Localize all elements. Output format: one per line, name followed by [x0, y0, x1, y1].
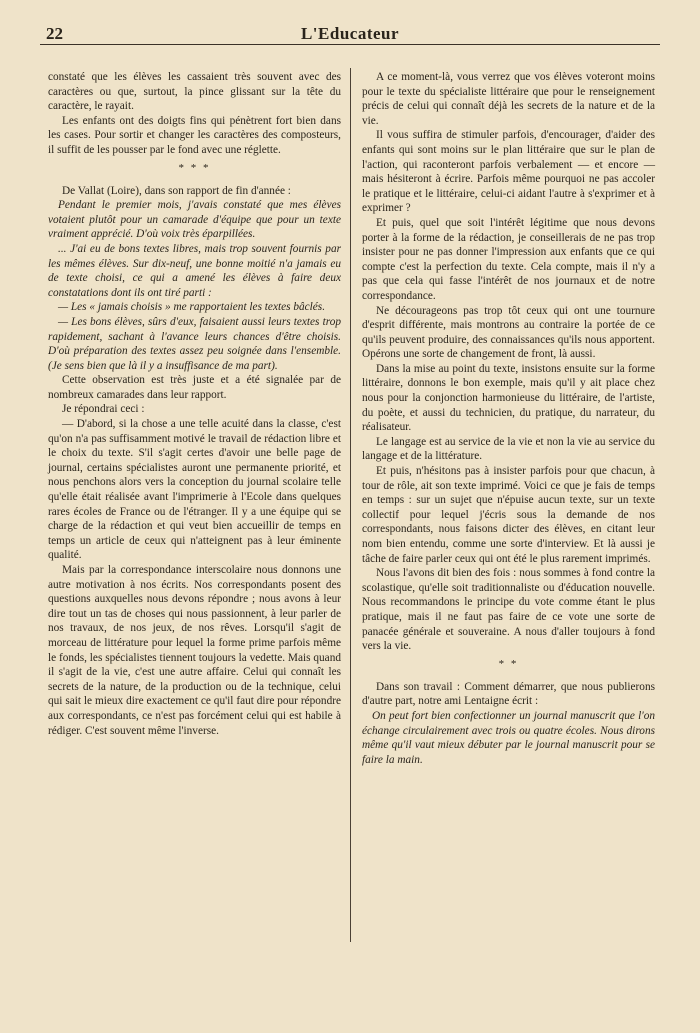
paragraph: constaté que les élèves les cassaient très souvent avec des caractères ou que, surtout, la pince glissant sur la tête du caractère, le rayait.: [48, 71, 341, 113]
paragraph: Il vous suffira de stimuler parfois, d'encourager, d'aider des enfants qui sont moins sur le plan littéraire que sur le plan de l'action, qui raconteront parfois verbalement — et encore — mais hésiteront à écrire. Parfois même pourquoi ne pas accoler le pratique et le littéraire, celui-ci aidant l'autre à s'exprimer et à exprimer ?: [362, 129, 655, 215]
section-ornament: * * *: [178, 161, 211, 174]
page-header: [40, 22, 660, 44]
paragraph: — Les bons élèves, sûrs d'eux, faisaient aussi leurs textes trop rapidement, sachant à l'avance leurs chances d'être choisis. D'où préparation des textes assez peu soignée dans l'ensemble. (Je sens bien que là il y a insuffisance de ma part).: [48, 315, 341, 372]
header-rule: [40, 44, 660, 45]
paragraph: Et puis, n'hésitons pas à insister parfois pour que chacun, à tour de rôle, ait son texte imprimé. Voici ce que je fais de temps en temps : sur un sujet que n'épuise aucun texte, sur un texte collectif pour lequel j'écris sous la demande de nos correspondants, nous faisons dicter des élèves, en citant leur nom bien entendu, comme une sorte d'interview. Et là aussi je tâche de faire parler ceux qui ont été le plus rarement imprimés.: [362, 465, 655, 565]
paragraph: A ce moment-là, vous verrez que vos élèves voteront moins pour le texte du spécialiste littéraire que pour le renseignement précis de celui qui connaît déjà les secrets de la nature et de la vie.: [362, 71, 655, 127]
column-divider: [350, 68, 351, 942]
paragraph: Mais par la correspondance interscolaire nous donnons une autre motivation à nos écrits. Nos correspondants posent des questions auxquelles nous devons répondre ; nous avons à leur dire tout un tas de choses qui nous passionnent, à leur parler de nos travaux, de nos jeux, de nos rêves. Lorsqu'il s'agit de morceau de littérature pour lequel la forme prime parfois même le fonds, les spécialistes tiennent toujours la vedette. Mais quand il s'agit de la vie, c'est une autre affaire. Celui qui connaît les secrets de la nature, de la production ou de la technique, celui qui sait le mieux dire exactement ce qu'il faut dire pour répondre aux correspondants, ce n'est pas forcément celui qui est habile à rédiger. C'est souvent même l'inverse.: [48, 564, 341, 737]
paragraph: Le langage est au service de la vie et non la vie au service du langage et de la littérature.: [362, 435, 655, 463]
paragraph: Pendant le premier mois, j'avais constaté que mes élèves votaient plutôt pour un camarade d'équipe que pour un texte vraiment apprécié. D'où voix très éparpillées.: [48, 199, 341, 241]
paragraph: On peut fort bien confectionner un journal manuscrit que l'on échange circulairement avec trois ou quatre écoles. Nous dirons même qu'il vaut mieux débuter par le journal manuscrit pour se faire la main.: [362, 709, 655, 766]
paragraph: Dans la mise au point du texte, insistons ensuite sur la forme littéraire, donnons le bon exemple, mais qu'il y ait place chez nous pour la conjonction harmonieuse du littéraire, de l'artiste, du poète, et aussi du technicien, du pratique, du narrateur, du réalisateur.: [362, 362, 655, 434]
paragraph: Ne décourageons pas trop tôt ceux qui ont une tournure d'esprit différente, mais montrons au contraire la portée de ce qu'ils peuvent produire, des connaissances qu'ils nous apportent. Opérons une sorte de changement de front, là aussi.: [362, 304, 655, 361]
paragraph: Je répondrai ceci :: [62, 403, 145, 416]
paragraph: — D'abord, si la chose a une telle acuité dans la classe, c'est qu'on n'a pas suffisamment motivé le travail de rédaction libre et le choix du texte. S'il s'agit certes d'avoir une belle page de journal, certains spécialistes auront une permanente priorité, et nous penchons alors vers la conception du journal scolaire telle qu'elle était réalisée avant l'imprimerie à l'Ecole dans quelques rares écoles de France ou de l'étranger. Il y a une équipe qui se charge de la rédaction et qui veut bien accueillir de temps en temps un article de ceux qui n'atteignent pas à leur éminente qualité.: [48, 418, 341, 562]
paragraph: De Vallat (Loire), dans son rapport de fin d'année :: [62, 184, 291, 197]
paragraph: ... J'ai eu de bons textes libres, mais trop souvent fournis par les mêmes élèves. Sur dix-neuf, une bonne moitié n'a jamais eu de texte choisi, ce qui a amené les élèves à faire deux constatations dont ils ont tiré parti :: [48, 242, 341, 299]
paragraph: — Les « jamais choisis » me rapportaient les textes bâclés.: [58, 301, 326, 314]
page-number: 22: [46, 24, 63, 43]
running-title: L'Educateur: [300, 24, 400, 43]
paragraph: Dans son travail : Comment démarrer, que nous publierons d'autre part, notre ami Lentaigne écrit :: [362, 680, 655, 708]
left-column: [48, 70, 341, 738]
paragraph: Cette observation est très juste et a été signalée par de nombreux camarades dans leur rapport.: [48, 374, 341, 401]
section-ornament: * *: [498, 657, 519, 670]
paragraph: Les enfants ont des doigts fins qui pénètrent fort bien dans les cases. Pour sortir et changer les caractères des composteurs, il suffit de les pousser par le fond avec une réglette.: [48, 114, 341, 156]
paragraph: Et puis, quel que soit l'intérêt légitime que nous devons porter à la forme de la rédaction, je conseillerais de ne pas trop insister pour ne pas donner l'impression aux enfants que ce qui compte c'est la perfection du texte. Cela compte, mais il n'y a pas que cela qui fasse l'intérêt de nos journaux et de notre correspondance.: [362, 216, 655, 302]
paragraph: Nous l'avons dit bien des fois : nous sommes à fond contre la scolastique, qu'elle soit traditionnaliste ou d'éducation nouvelle. Nous recommandons le principe du vote comme étant le plus pratique, mais il ne faut pas faire de ce vote une sorte de panacée générale et souveraine. A nous d'aller toujours à fond vers la vie.: [362, 567, 655, 653]
right-column: [362, 70, 655, 767]
